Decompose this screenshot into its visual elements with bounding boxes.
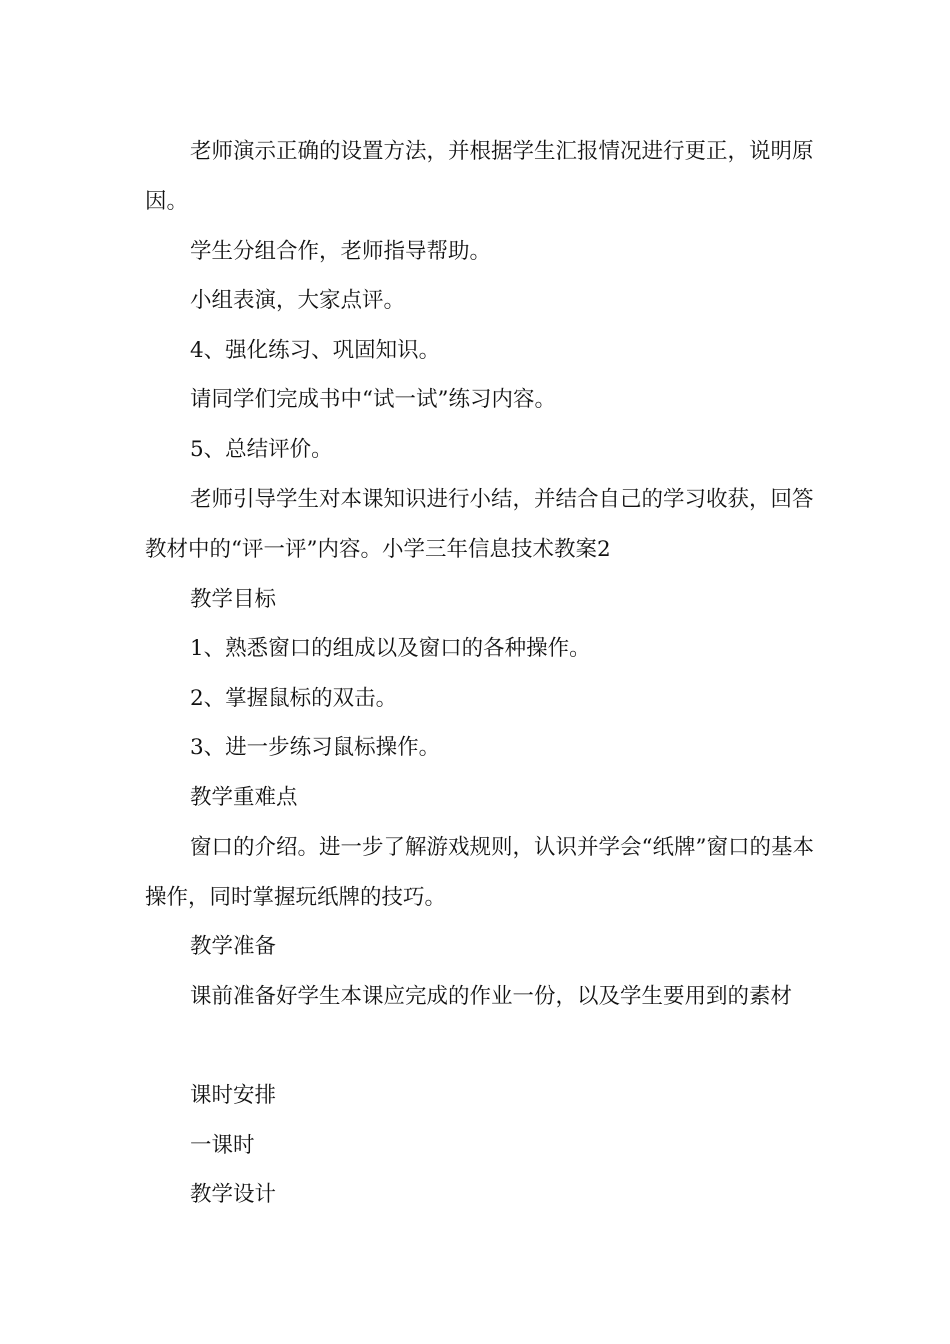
heading-schedule: 课时安排 xyxy=(190,1083,277,1108)
paragraph-step-5: 5、总结评价。 xyxy=(190,437,333,462)
goal-item-1: 1、熟悉窗口的组成以及窗口的各种操作。 xyxy=(190,636,591,661)
heading-teaching-goals: 教学目标 xyxy=(190,587,277,612)
paragraph-summary: 老师引导学生对本课知识进行小结，并结合自己的学习收获，回答教材中的“评一评”内容。小学三年信息技术教案2 xyxy=(145,487,814,562)
paragraph-one-lesson: 一课时 xyxy=(190,1133,255,1158)
paragraph-exercise: 请同学们完成书中“试一试”练习内容。 xyxy=(190,387,556,412)
goal-item-2: 2、掌握鼠标的双击。 xyxy=(190,686,398,711)
heading-key-points: 教学重难点 xyxy=(190,785,298,810)
paragraph-demo-method: 老师演示正确的设置方法，并根据学生汇报情况进行更正，说明原因。 xyxy=(145,139,814,214)
goal-item-3: 3、进一步练习鼠标操作。 xyxy=(190,735,441,760)
heading-teaching-design: 教学设计 xyxy=(190,1182,277,1207)
heading-preparation: 教学准备 xyxy=(190,934,277,959)
paragraph-group-show: 小组表演，大家点评。 xyxy=(190,288,406,313)
paragraph-preparation: 课前准备好学生本课应完成的作业一份，以及学生要用到的素材 xyxy=(190,984,793,1009)
paragraph-key-points: 窗口的介绍。进一步了解游戏规则，认识并学会“纸牌”窗口的基本操作，同时掌握玩纸牌的技巧。 xyxy=(145,835,814,910)
paragraph-step-4: 4、强化练习、巩固知识。 xyxy=(190,338,441,363)
paragraph-group-work: 学生分组合作，老师指导帮助。 xyxy=(190,239,492,264)
